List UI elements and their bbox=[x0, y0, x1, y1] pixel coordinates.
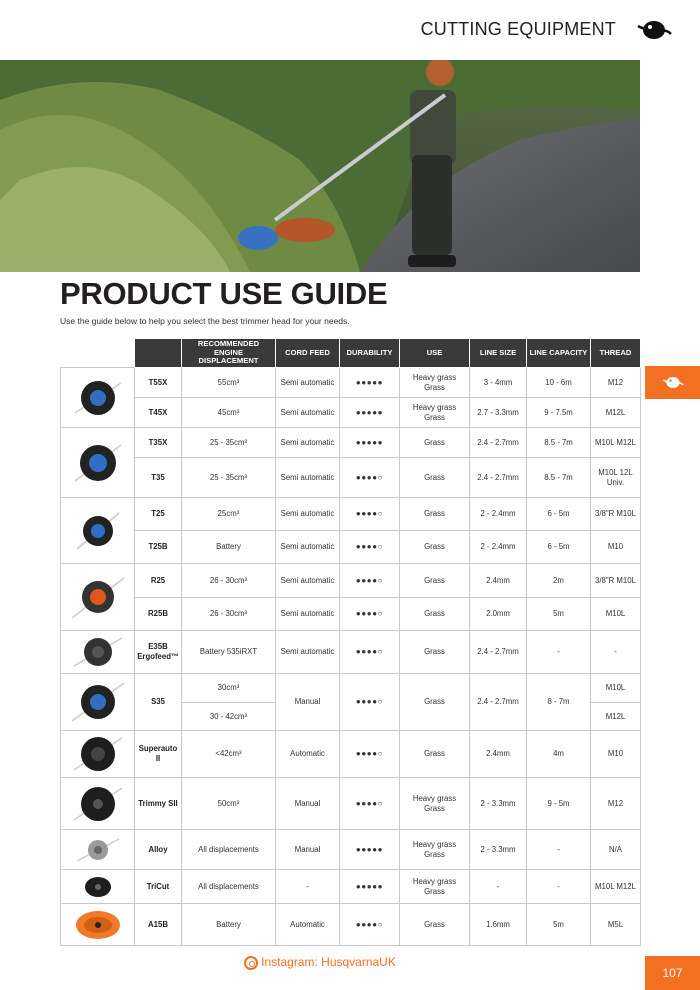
line-capacity-cell: - bbox=[527, 830, 591, 870]
durability-rating: ●●●●● bbox=[340, 368, 400, 398]
displacement-cell: 50cm³ bbox=[182, 778, 276, 830]
durability-rating: ●●●●○ bbox=[340, 731, 400, 778]
page-subtitle: Use the guide below to help you select the best trimmer head for your needs. bbox=[60, 316, 350, 326]
durability-rating: ●●●●○ bbox=[340, 904, 400, 946]
line-capacity-cell: 9 - 5m bbox=[527, 778, 591, 830]
use-cell: Grass bbox=[400, 904, 470, 946]
line-size-cell: 2.4 - 2.7mm bbox=[470, 428, 527, 458]
thread-cell: - bbox=[591, 631, 641, 674]
use-cell: Grass bbox=[400, 631, 470, 674]
cord-feed-cell: Semi automatic bbox=[276, 458, 340, 498]
table-row bbox=[61, 428, 641, 458]
line-size-cell: 2 - 2.4mm bbox=[470, 531, 527, 564]
line-capacity-cell: 2m bbox=[527, 564, 591, 598]
cord-feed-cell: Semi automatic bbox=[276, 368, 340, 398]
durability-rating: ●●●●● bbox=[340, 870, 400, 904]
line-size-cell: 2.4 - 2.7mm bbox=[470, 458, 527, 498]
table-row bbox=[61, 398, 641, 428]
model-name: E35B Ergofeed™ bbox=[135, 631, 182, 674]
trimmer-head-icon bbox=[68, 906, 128, 944]
trimmer-head-image bbox=[61, 674, 135, 731]
line-size-cell: 2.4mm bbox=[470, 564, 527, 598]
table-header-row bbox=[61, 339, 641, 368]
displacement-cell: 25cm³ bbox=[182, 498, 276, 531]
line-capacity-cell: 8 - 7m bbox=[527, 674, 591, 731]
cord-feed-cell: Semi automatic bbox=[276, 428, 340, 458]
trimmer-head-image bbox=[61, 731, 135, 778]
thread-cell: 3/8"R M10L bbox=[591, 564, 641, 598]
trimmer-head-image bbox=[61, 778, 135, 830]
line-capacity-cell: 10 - 6m bbox=[527, 368, 591, 398]
displacement-cell: All displacements bbox=[182, 870, 276, 904]
trimmer-head-icon bbox=[70, 632, 126, 672]
instagram-handle: Instagram: HusqvarnaUK bbox=[261, 955, 396, 969]
trimmer-head-image bbox=[61, 368, 135, 428]
use-cell: Grass bbox=[400, 498, 470, 531]
displacement-cell: 30 - 42cm³ bbox=[182, 703, 276, 731]
displacement-cell: 30cm³ bbox=[182, 674, 276, 703]
line-capacity-cell: 8.5 - 7m bbox=[527, 428, 591, 458]
page-number: 107 bbox=[645, 956, 700, 990]
line-capacity-cell: 6 - 5m bbox=[527, 498, 591, 531]
table-row bbox=[61, 778, 641, 830]
use-cell: Grass bbox=[400, 531, 470, 564]
table-row bbox=[61, 368, 641, 398]
thread-cell: M12 bbox=[591, 778, 641, 830]
line-capacity-cell: 5m bbox=[527, 904, 591, 946]
trimmer-head-icon bbox=[73, 833, 123, 867]
displacement-cell: Battery 535iRXT bbox=[182, 631, 276, 674]
section-tab[interactable] bbox=[645, 366, 700, 399]
model-name: R25B bbox=[135, 598, 182, 631]
trimmer-head-image bbox=[61, 870, 135, 904]
displacement-cell: 25 - 35cm³ bbox=[182, 458, 276, 498]
use-cell: Grass bbox=[400, 731, 470, 778]
thread-cell: 3/8"R M10L bbox=[591, 498, 641, 531]
displacement-cell: 26 - 30cm³ bbox=[182, 598, 276, 631]
table-row bbox=[61, 870, 641, 904]
displacement-cell: <42cm³ bbox=[182, 731, 276, 778]
model-name: Trimmy SII bbox=[135, 778, 182, 830]
line-capacity-cell: 6 - 5m bbox=[527, 531, 591, 564]
durability-rating: ●●●●● bbox=[340, 398, 400, 428]
cord-feed-cell: Semi automatic bbox=[276, 398, 340, 428]
cord-feed-cell: Semi automatic bbox=[276, 631, 340, 674]
durability-rating: ●●●●○ bbox=[340, 598, 400, 631]
instagram-link[interactable] bbox=[0, 955, 640, 970]
line-size-cell: 2.7 - 3.3mm bbox=[470, 398, 527, 428]
model-name: T25 bbox=[135, 498, 182, 531]
trimmer-head-icon bbox=[73, 873, 123, 901]
model-name: T55X bbox=[135, 368, 182, 398]
header-image-cell bbox=[61, 339, 135, 368]
displacement-cell: 25 - 35cm³ bbox=[182, 428, 276, 458]
use-cell: Heavy grass Grass bbox=[400, 870, 470, 904]
line-size-cell: 2 - 3.3mm bbox=[470, 830, 527, 870]
cord-feed-cell: Manual bbox=[276, 830, 340, 870]
line-size-cell: 2.0mm bbox=[470, 598, 527, 631]
durability-rating: ●●●●○ bbox=[340, 674, 400, 731]
line-capacity-cell: - bbox=[527, 631, 591, 674]
cord-feed-cell: Automatic bbox=[276, 904, 340, 946]
header-model-cell bbox=[135, 339, 182, 368]
husqvarna-logo-icon bbox=[636, 16, 672, 44]
line-capacity-cell: 5m bbox=[527, 598, 591, 631]
trimmer-head-icon bbox=[71, 375, 125, 421]
model-name: S35 bbox=[135, 674, 182, 731]
use-cell: Heavy grass Grass bbox=[400, 830, 470, 870]
model-name: R25 bbox=[135, 564, 182, 598]
header-durability: DURABILITY bbox=[340, 339, 400, 368]
line-size-cell: 1.6mm bbox=[470, 904, 527, 946]
durability-rating: ●●●●○ bbox=[340, 631, 400, 674]
header-cord-feed: CORD FEED bbox=[276, 339, 340, 368]
model-name: T25B bbox=[135, 531, 182, 564]
line-size-cell: 2 - 2.4mm bbox=[470, 498, 527, 531]
thread-cell: M10L M12L bbox=[591, 870, 641, 904]
table-row bbox=[61, 458, 641, 498]
thread-cell: M12L bbox=[591, 398, 641, 428]
table-row bbox=[61, 631, 641, 674]
cord-feed-cell: Manual bbox=[276, 778, 340, 830]
displacement-cell: Battery bbox=[182, 531, 276, 564]
trimmer-head-image bbox=[61, 830, 135, 870]
instagram-icon bbox=[244, 956, 258, 970]
trimmer-head-image bbox=[61, 631, 135, 674]
trimmer-head-icon bbox=[71, 433, 125, 493]
displacement-cell: All displacements bbox=[182, 830, 276, 870]
line-size-cell: 2 - 3.3mm bbox=[470, 778, 527, 830]
line-capacity-cell: 8.5 - 7m bbox=[527, 458, 591, 498]
model-name: TriCut bbox=[135, 870, 182, 904]
thread-cell: M10L 12L Univ. bbox=[591, 458, 641, 498]
cord-feed-cell: Manual bbox=[276, 674, 340, 731]
trimmer-head-icon bbox=[71, 503, 125, 559]
line-capacity-cell: 4m bbox=[527, 731, 591, 778]
table-row bbox=[61, 674, 641, 703]
header-use: USE bbox=[400, 339, 470, 368]
use-cell: Grass bbox=[400, 674, 470, 731]
use-cell: Grass bbox=[400, 458, 470, 498]
use-cell: Grass bbox=[400, 598, 470, 631]
thread-cell: M5L bbox=[591, 904, 641, 946]
displacement-cell: 26 - 30cm³ bbox=[182, 564, 276, 598]
header-thread: THREAD bbox=[591, 339, 641, 368]
table-row bbox=[61, 598, 641, 631]
thread-cell: M10L M12L bbox=[591, 428, 641, 458]
model-name: A15B bbox=[135, 904, 182, 946]
use-cell: Heavy grass Grass bbox=[400, 398, 470, 428]
cord-feed-cell: Semi automatic bbox=[276, 598, 340, 631]
thread-cell: M10L bbox=[591, 598, 641, 631]
durability-rating: ●●●●○ bbox=[340, 531, 400, 564]
use-cell: Grass bbox=[400, 428, 470, 458]
thread-cell: M12 bbox=[591, 368, 641, 398]
model-name: T45X bbox=[135, 398, 182, 428]
line-size-cell: - bbox=[470, 870, 527, 904]
trimmer-head-icon bbox=[68, 675, 128, 729]
product-use-table bbox=[60, 338, 641, 946]
use-cell: Heavy grass Grass bbox=[400, 778, 470, 830]
trimmer-head-icon bbox=[70, 782, 126, 826]
table-row bbox=[61, 731, 641, 778]
header-displacement: RECOMMENDED ENGINE DISPLACEMENT bbox=[182, 339, 276, 368]
durability-rating: ●●●●○ bbox=[340, 498, 400, 531]
table-row bbox=[61, 498, 641, 531]
cord-feed-cell: Semi automatic bbox=[276, 564, 340, 598]
cord-feed-cell: - bbox=[276, 870, 340, 904]
trimmer-head-icon bbox=[68, 568, 128, 626]
displacement-cell: 55cm³ bbox=[182, 368, 276, 398]
cord-feed-cell: Automatic bbox=[276, 731, 340, 778]
hero-image bbox=[0, 60, 640, 272]
table-row bbox=[61, 531, 641, 564]
trimmer-head-image bbox=[61, 564, 135, 631]
cord-feed-cell: Semi automatic bbox=[276, 531, 340, 564]
cord-feed-cell: Semi automatic bbox=[276, 498, 340, 531]
use-cell: Grass bbox=[400, 564, 470, 598]
header-line-capacity: LINE CAPACITY bbox=[527, 339, 591, 368]
model-name: Alloy bbox=[135, 830, 182, 870]
trimmer-head-icon bbox=[70, 732, 126, 776]
trimmer-head-image bbox=[61, 428, 135, 498]
model-name: T35X bbox=[135, 428, 182, 458]
section-title: CUTTING EQUIPMENT bbox=[420, 19, 616, 39]
displacement-cell: Battery bbox=[182, 904, 276, 946]
thread-cell: M12L bbox=[591, 703, 641, 731]
thread-cell: M10 bbox=[591, 731, 641, 778]
line-size-cell: 2.4 - 2.7mm bbox=[470, 631, 527, 674]
displacement-cell: 45cm³ bbox=[182, 398, 276, 428]
model-name: T35 bbox=[135, 458, 182, 498]
durability-rating: ●●●●○ bbox=[340, 458, 400, 498]
thread-cell: M10L bbox=[591, 674, 641, 703]
durability-rating: ●●●●○ bbox=[340, 778, 400, 830]
thread-cell: N/A bbox=[591, 830, 641, 870]
line-size-cell: 3 - 4mm bbox=[470, 368, 527, 398]
use-cell: Heavy grass Grass bbox=[400, 368, 470, 398]
line-capacity-cell: - bbox=[527, 870, 591, 904]
table-row bbox=[61, 564, 641, 598]
table-row bbox=[61, 904, 641, 946]
durability-rating: ●●●●● bbox=[340, 830, 400, 870]
line-capacity-cell: 9 - 7.5m bbox=[527, 398, 591, 428]
page-title: PRODUCT USE GUIDE bbox=[60, 276, 388, 311]
husqvarna-tab-icon bbox=[661, 374, 685, 391]
trimmer-head-image bbox=[61, 904, 135, 946]
thread-cell: M10 bbox=[591, 531, 641, 564]
durability-rating: ●●●●○ bbox=[340, 564, 400, 598]
line-size-cell: 2.4 - 2.7mm bbox=[470, 674, 527, 731]
trimmer-head-image bbox=[61, 498, 135, 564]
model-name: Superauto II bbox=[135, 731, 182, 778]
line-size-cell: 2.4mm bbox=[470, 731, 527, 778]
durability-rating: ●●●●● bbox=[340, 428, 400, 458]
header-line-size: LINE SIZE bbox=[470, 339, 527, 368]
table-row bbox=[61, 830, 641, 870]
